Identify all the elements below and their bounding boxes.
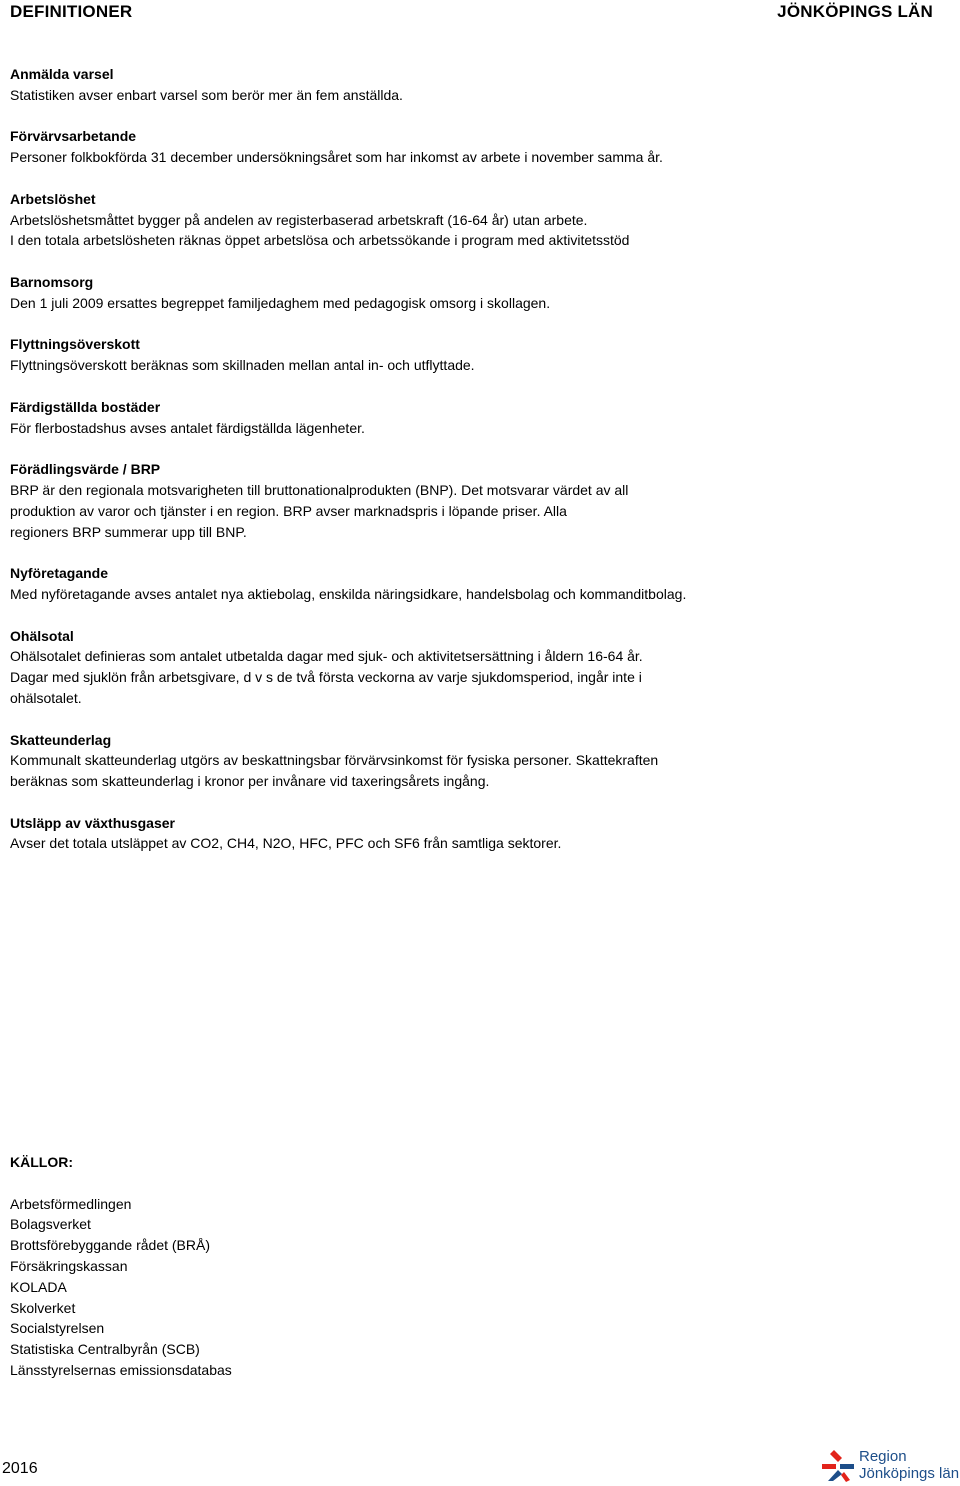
definition-term: Förvärvsarbetande [10, 128, 137, 145]
region-logo-icon [820, 1448, 856, 1482]
definition-text: ohälsotalet. [10, 689, 82, 706]
definition-text: Kommunalt skatteunderlag utgörs av beskattningsbar förvärvsinkomst för fysiska personer. Skattekraften [10, 752, 659, 769]
sources-section [10, 1152, 232, 1381]
logo-text-county: Jönköpings län [859, 1465, 960, 1482]
source-item: Brottsförebyggande rådet (BRÅ) [10, 1237, 210, 1254]
definition-text: regioners BRP summerar upp till BNP. [10, 523, 247, 540]
definition-item [10, 626, 930, 709]
definition-item [10, 730, 930, 792]
definition-text: För flerbostadshus avses antalet färdigställda lägenheter. [10, 419, 365, 436]
definition-term: Förädlingsvärde / BRP [10, 461, 161, 478]
definition-item [10, 64, 930, 106]
source-item: Socialstyrelsen [10, 1320, 105, 1337]
definition-term: Arbetslöshet [10, 190, 96, 207]
definition-term: Ohälsotal [10, 627, 74, 644]
definition-term: Barnomsorg [10, 273, 94, 290]
definition-item [10, 272, 930, 314]
source-item: KOLADA [10, 1278, 67, 1295]
definition-text: BRP är den regionala motsvarigheten till bruttonationalprodukten (BNP). Det motsvarar värdet av all [10, 481, 629, 498]
definition-term: Flyttningsöverskott [10, 336, 140, 353]
definition-text: Ohälsotalet definieras som antalet utbetalda dagar med sjuk- och aktivitetsersättning i åldern 16-64 år. [10, 648, 643, 665]
definition-term: Utsläpp av växthusgaser [10, 814, 175, 831]
source-item: Bolagsverket [10, 1216, 91, 1233]
definition-item [10, 189, 930, 251]
sources-heading: KÄLLOR: [10, 1154, 73, 1170]
definition-term: Skatteunderlag [10, 731, 112, 748]
definition-text: Med nyföretagande avses antalet nya aktiebolag, enskilda näringsidkare, handelsbolag och kommanditbolag. [10, 585, 687, 602]
header-title-left: DEFINITIONER [10, 2, 133, 21]
definition-text: Personer folkbokförda 31 december undersökningsåret som har inkomst av arbete i november samma år. [10, 149, 663, 166]
header-title-right: JÖNKÖPINGS LÄN [777, 2, 933, 21]
definition-text: I den totala arbetslösheten räknas öppet arbetslösa och arbetssökande i program med aktivitetsstöd [10, 232, 630, 249]
definition-item [10, 813, 930, 855]
definition-text: Den 1 juli 2009 ersattes begreppet familjedaghem med pedagogisk omsorg i skollagen. [10, 294, 551, 311]
definition-text: beräknas som skatteunderlag i kronor per invånare vid taxeringsårets ingång. [10, 773, 490, 790]
source-item: Statistiska Centralbyrån (SCB) [10, 1341, 200, 1358]
definition-item [10, 459, 930, 542]
definition-item [10, 126, 930, 168]
definition-text: Avser det totala utsläppet av CO2, CH4, N2O, HFC, PFC och SF6 från samtliga sektorer. [10, 835, 562, 852]
definitions-list [10, 64, 930, 875]
definition-text: Arbetslöshetsmåttet bygger på andelen av registerbaserad arbetskraft (16-64 år) utan arbete. [10, 211, 588, 228]
definition-term: Färdigställda bostäder [10, 398, 161, 415]
footer-year: 2016 [2, 1460, 38, 1477]
source-item: Arbetsförmedlingen [10, 1195, 132, 1212]
source-item: Länsstyrelsernas emissionsdatabas [10, 1361, 232, 1378]
logo-text-region: Region [859, 1448, 907, 1465]
definition-text: Dagar med sjuklön från arbetsgivare, d v s de två första veckorna av varje sjukdomsperiod, ingår inte i [10, 669, 642, 686]
definition-text: Flyttningsöverskott beräknas som skillnaden mellan antal in- och utflyttade. [10, 357, 475, 374]
source-item: Försäkringskassan [10, 1257, 128, 1274]
definition-text: Statistiken avser enbart varsel som berör mer än fem anställda. [10, 86, 403, 103]
definition-term: Anmälda varsel [10, 66, 114, 82]
source-item: Skolverket [10, 1299, 76, 1316]
region-logo [820, 1448, 960, 1484]
definition-text: produktion av varor och tjänster i en region. BRP avser marknadspris i löpande priser. Alla [10, 502, 567, 519]
definition-item [10, 563, 930, 605]
definition-item [10, 397, 930, 439]
definition-term: Nyföretagande [10, 565, 109, 582]
definition-item [10, 334, 930, 376]
